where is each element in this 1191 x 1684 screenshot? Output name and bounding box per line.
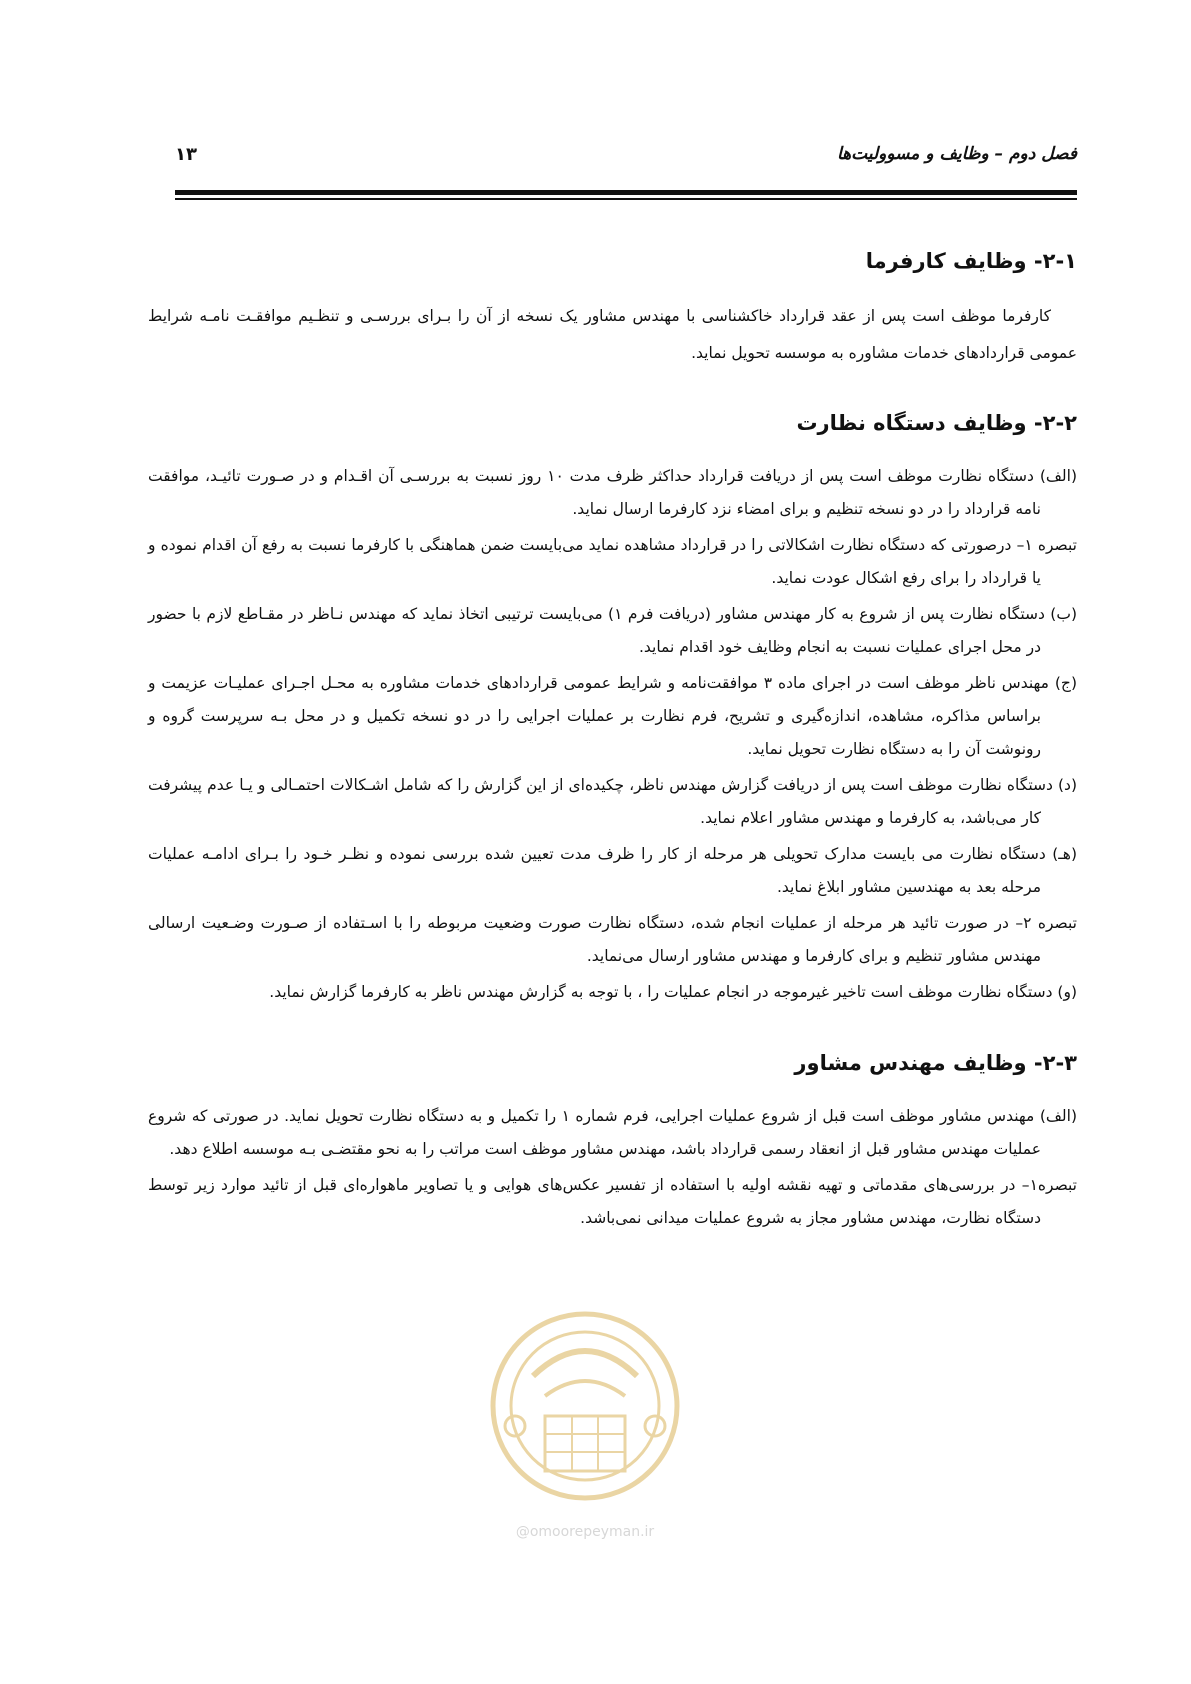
chapter-title: فصل دوم – وظایف و مسوولیت‌ها [836,144,1077,164]
list-item: (هـ) دستگاه نظارت می بایست مدارک تحویلی هر مرحله از کار را ظرف مدت تعیین شده بررسی نموده و نظـر خـود را بـرای ادامـه عملیات مرحله بعد به مهندسین مشاور ابلاغ نماید. [148,845,1077,896]
list-item: (د) دستگاه نظارت موظف است پس از دریافت گزارش مهندس ناظر، چکیده‌ای از این گزارش را که شامل اشـکالات احتمـالی و یـا عدم پیشرفت کار می‌باشد، به کارفرما و مهندس مشاور اعلام نماید. [148,776,1077,827]
section-heading-supervision-duties: ۲-۲- وظایف دستگاه نظارت [796,411,1077,435]
page-number: ۱۳ [175,144,197,165]
section-heading-consultant-duties: ۲-۳- وظایف مهندس مشاور [794,1051,1077,1075]
watermark-logo [485,1306,685,1546]
body-content [148,246,1077,1238]
watermark-url: @omoorepeyman.ir [515,1524,655,1540]
list-item: (ب) دستگاه نظارت پس از شروع به کار مهندس مشاور (دریافت فرم ۱) می‌بایست ترتیبی اتخاذ نماید که مهندس نـاظر در مقـاطع لازم با حضور در محل اجرای عملیات نسبت به انجام وظایف خود اقدام نماید. [148,605,1077,656]
list-item: تبصره ۱– درصورتی که دستگاه نظارت اشکالاتی را در قرارداد مشاهده نماید می‌بایست ضمن هماهنگی با کارفرما نسبت به رفع آن اقدام نموده و یا قرارداد را برای رفع اشکال عودت نماید. [148,536,1077,587]
list-item: (الف) دستگاه نظارت موظف است پس از دریافت قرارداد حداکثر ظرف مدت ۱۰ روز نسبت به بررسـی آن اقـدام و در صـورت تائیـد، موافقت نامه قرارداد را در دو نسخه تنظیم و برای امضاء نزد کارفرما ارسال نماید. [148,467,1077,518]
list-item: تبصره ۲– در صورت تائید هر مرحله از عملیات انجام شده، دستگاه نظارت صورت وضعیت مربوطه را با اسـتفاده از صـورت وضـعیت ارسالی مهندس مشاور تنظیم و برای کارفرما و مهندس مشاور ارسال می‌نماید. [148,914,1077,965]
list-item: (و) دستگاه نظارت موظف است تاخیر غیرموجه در انجام عملیات را ، با توجه به گزارش مهندس ناظر به کارفرما گزارش نماید. [269,983,1077,1001]
header-rule-thick [175,190,1077,195]
list-item: تبصره۱– در بررسی‌های مقدماتی و تهیه نقشه اولیه با استفاده از تفسیر عکس‌های هوایی و یا تصاویر ماهواره‌ای قبل از تائید موارد زیر توسط دستگاه نظارت، مهندس مشاور مجاز به شروع عملیات میدانی نمی‌باشد. [148,1176,1077,1227]
seal-icon [485,1306,685,1521]
header-rule-thin [175,198,1077,200]
paragraph: کارفرما موظف است پس از عقد قرارداد خاکشناسی با مهندس مشاور یک نسخه از آن را بـرای بررسـی و تنظـیم موافقـت نامـه شرایط عمومی قراردادهای خدمات مشاوره به موسسه تحویل نماید. [148,307,1077,362]
section-heading-employer-duties: ۲-۱- وظایف کارفرما [865,249,1077,273]
list-item: (ج) مهندس ناظر موظف است در اجرای ماده ۳ موافقت‌نامه و شرایط عمومی قراردادهای خدمات مشاوره به محـل اجـرای عملیـات عزیمت و براساس مذاکره، مشاهده، اندازه‌گیری و تشریح، فرم نظارت بر عملیات اجرایی را در دو نسخه تکمیل و در محل بـه سرپرست گروه و رونوشت آن را به دستگاه نظارت تحویل نماید. [148,674,1077,758]
at-icon: @ [515,1524,530,1540]
list-item: (الف) مهندس مشاور موظف است قبل از شروع عملیات اجرایی، فرم شماره ۱ را تکمیل و به دستگاه نظارت تحویل نماید. در صورتی که شروع عملیات مهندس مشاور قبل از انعقاد رسمی قرارداد باشد، مهندس مشاور موظف است مراتب را به نحو مقتضـی بـه موسسه اطلاع دهد. [148,1107,1077,1158]
running-header [175,144,1077,174]
